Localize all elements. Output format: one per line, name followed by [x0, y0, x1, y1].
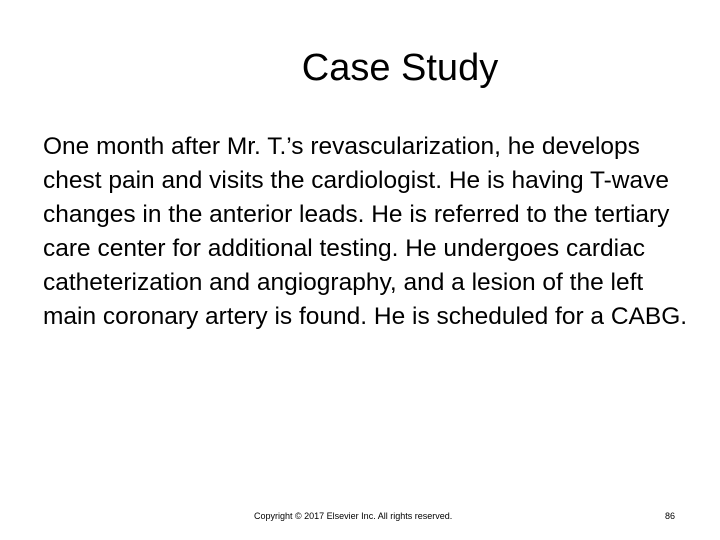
slide-title-text: Case Study [301, 47, 499, 89]
slide-title [0, 44, 720, 92]
copyright-notice: Copyright © 2017 Elsevier Inc. All rights reserved. [254, 511, 453, 521]
page-number: 86 [664, 511, 675, 521]
slide-body-text: One month after Mr. T.’s revascularization, he develops chest pain and visits the cardiologist. He is having T-wave changes in the anterior leads. He is referred to the tertiary care center for additional testing. He undergoes cardiac catheterization and angiography, and a lesion of the left main coronary artery is found. He is scheduled for a CABG. [43, 133, 688, 330]
slide-footer [0, 510, 720, 526]
